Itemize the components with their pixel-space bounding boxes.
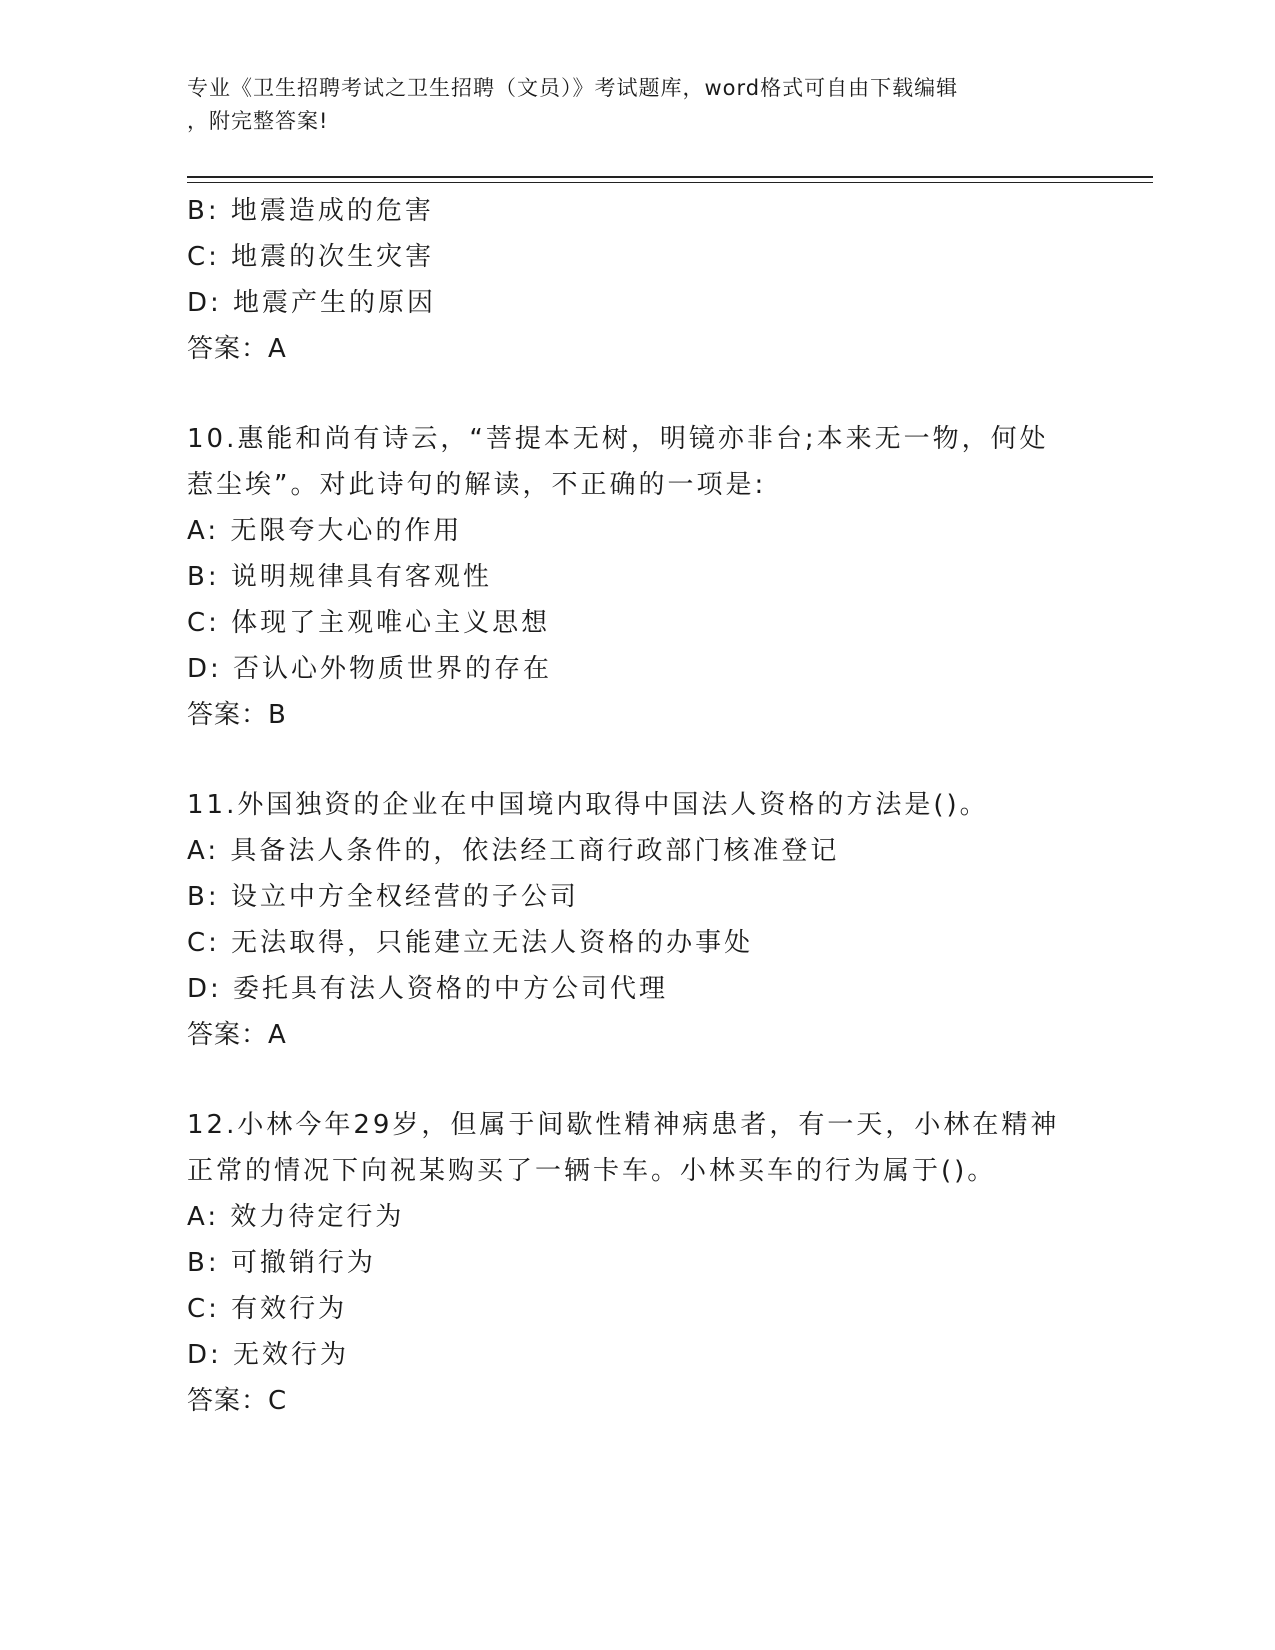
header-rule-thick <box>187 176 1153 178</box>
answer-line: 答案：C <box>187 1386 288 1416</box>
option-d: D: 无效行为 <box>187 1340 350 1370</box>
answer-line: 答案：A <box>187 1020 287 1050</box>
previous-question-block <box>187 188 1087 372</box>
header-line-1: 专业《卫生招聘考试之卫生招聘（文员）》考试题库，word格式可自由下载编辑 <box>187 76 959 100</box>
option-d: D: 地震产生的原因 <box>187 288 437 318</box>
question-12 <box>187 1102 1087 1424</box>
question-text-line-1: 12.小林今年29岁，但属于间歇性精神病患者，有一天，小林在精神 <box>187 1110 1060 1140</box>
question-10 <box>187 416 1087 738</box>
document-header <box>187 72 1067 138</box>
question-text-line-1: 10.惠能和尚有诗云，“菩提本无树，明镜亦非台;本来无一物，何处 <box>187 424 1049 454</box>
header-rule-thin <box>187 182 1153 183</box>
question-text-line-2: 正常的情况下向祝某购买了一辆卡车。小林买车的行为属于()。 <box>187 1156 997 1186</box>
spacer <box>187 1058 1087 1102</box>
option-d: D: 委托具有法人资格的中方公司代理 <box>187 974 669 1004</box>
option-c: C: 无法取得，只能建立无法人资格的办事处 <box>187 928 754 958</box>
option-a: A: 具备法人条件的，依法经工商行政部门核准登记 <box>187 836 840 866</box>
option-a: A: 效力待定行为 <box>187 1202 405 1232</box>
option-a: A: 无限夸大心的作用 <box>187 516 463 546</box>
option-c: C: 地震的次生灾害 <box>187 242 435 272</box>
option-b: B: 地震造成的危害 <box>187 196 434 226</box>
option-c: C: 体现了主观唯心主义思想 <box>187 608 551 638</box>
option-b: B: 设立中方全权经营的子公司 <box>187 882 579 912</box>
question-text-line-2: 惹尘埃”。对此诗句的解读，不正确的一项是: <box>187 470 767 500</box>
question-content <box>187 188 1087 1424</box>
spacer <box>187 372 1087 416</box>
question-11 <box>187 782 1087 1058</box>
option-b: B: 说明规律具有客观性 <box>187 562 492 592</box>
answer-line: 答案：B <box>187 700 287 730</box>
question-text-line-1: 11.外国独资的企业在中国境内取得中国法人资格的方法是()。 <box>187 790 989 820</box>
spacer <box>187 738 1087 782</box>
option-c: C: 有效行为 <box>187 1294 348 1324</box>
header-line-2: ，附完整答案! <box>187 109 329 133</box>
option-b: B: 可撤销行为 <box>187 1248 376 1278</box>
answer-line: 答案：A <box>187 334 287 364</box>
option-d: D: 否认心外物质世界的存在 <box>187 654 553 684</box>
